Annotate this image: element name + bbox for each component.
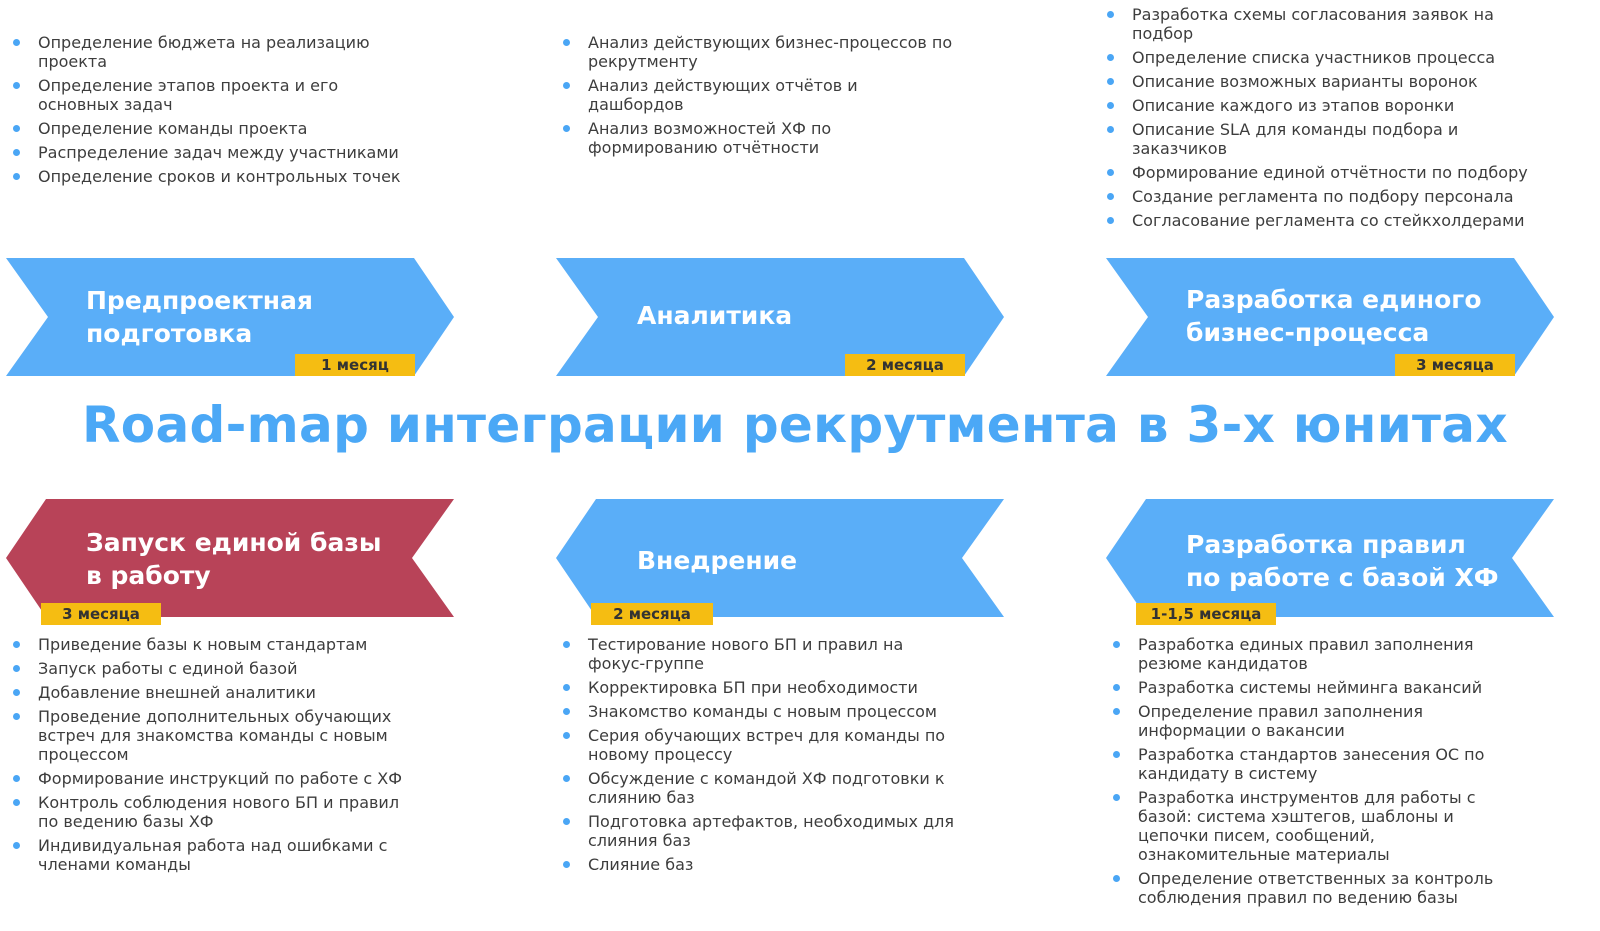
stage-3-task-list	[1102, 5, 1532, 235]
stage-2-label: Аналитика	[637, 301, 793, 330]
task-item: Определение этапов проекта и его основных задач	[8, 76, 408, 114]
stage-1-duration-badge: 1 месяц	[295, 354, 415, 376]
task-item: Описание возможных варианты воронок	[1102, 72, 1532, 91]
task-item: Обсуждение с командой ХФ подготовки к слиянию баз	[558, 769, 958, 807]
stage-2-task-list	[558, 33, 958, 162]
task-item: Серия обучающих встреч для команды по новому процессу	[558, 726, 958, 764]
task-item: Определение списка участников процесса	[1102, 48, 1532, 67]
stage-5-label: Внедрение	[637, 546, 798, 575]
task-item: Определение ответственных за контроль соблюдения правил по ведению базы	[1108, 869, 1528, 907]
task-item: Анализ действующих отчётов и дашбордов	[558, 76, 958, 114]
stage-4-arrow	[1106, 499, 1554, 623]
task-item: Описание каждого из этапов воронки	[1102, 96, 1532, 115]
task-item: Согласование регламента со стейкхолдерами	[1102, 211, 1532, 230]
stage-3-label: Разработка единого бизнес-процесса	[1186, 285, 1482, 347]
task-item: Анализ действующих бизнес-процессов по рекрутменту	[558, 33, 958, 71]
task-item: Разработка единых правил заполнения резюме кандидатов	[1108, 635, 1528, 673]
stage-3-arrow	[1106, 258, 1554, 376]
task-item: Анализ возможностей ХФ по формированию отчётности	[558, 119, 958, 157]
task-item: Распределение задач между участниками	[8, 143, 408, 162]
stage-1-label: Предпроектная подготовка	[86, 286, 313, 348]
task-item: Тестирование нового БП и правил на фокус-группе	[558, 635, 958, 673]
task-item: Разработка схемы согласования заявок на подбор	[1102, 5, 1532, 43]
stage-1-task-list	[8, 33, 408, 191]
stage-4-label: Разработка правил по работе с базой ХФ	[1186, 530, 1499, 592]
stage-5-task-list	[558, 635, 958, 879]
stage-1-arrow	[6, 258, 454, 376]
stage-6-arrow	[6, 499, 454, 623]
stage-4-duration-badge: 1-1,5 месяца	[1136, 603, 1276, 625]
task-item: Слияние баз	[558, 855, 958, 874]
task-item: Формирование инструкций по работе с ХФ	[8, 769, 408, 788]
stage-3-duration-badge: 3 месяца	[1395, 354, 1515, 376]
task-item: Подготовка артефактов, необходимых для слияния баз	[558, 812, 958, 850]
stage-6-duration-badge: 3 месяца	[41, 603, 161, 625]
task-item: Создание регламента по подбору персонала	[1102, 187, 1532, 206]
task-item: Описание SLA для команды подбора и заказчиков	[1102, 120, 1532, 158]
task-item: Корректировка БП при необходимости	[558, 678, 958, 697]
task-item: Контроль соблюдения нового БП и правил по ведению базы ХФ	[8, 793, 408, 831]
task-item: Разработка стандартов занесения ОС по кандидату в систему	[1108, 745, 1528, 783]
task-item: Определение правил заполнения информации о вакансии	[1108, 702, 1528, 740]
task-item: Индивидуальная работа над ошибками с членами команды	[8, 836, 408, 874]
task-item: Формирование единой отчётности по подбору	[1102, 163, 1532, 182]
task-item: Знакомство команды с новым процессом	[558, 702, 958, 721]
stage-6-task-list	[8, 635, 408, 879]
task-item: Проведение дополнительных обучающих встреч для знакомства команды с новым процессом	[8, 707, 408, 764]
stage-5-duration-badge: 2 месяца	[591, 603, 713, 625]
task-item: Запуск работы с единой базой	[8, 659, 408, 678]
stage-4-task-list	[1108, 635, 1528, 912]
stage-6-label: Запуск единой базы в работу	[86, 528, 382, 590]
stage-2-arrow	[556, 258, 1004, 376]
task-item: Приведение базы к новым стандартам	[8, 635, 408, 654]
task-item: Определение бюджета на реализацию проекта	[8, 33, 408, 71]
task-item: Добавление внешней аналитики	[8, 683, 408, 702]
task-item: Разработка системы нейминга вакансий	[1108, 678, 1528, 697]
task-item: Разработка инструментов для работы с базой: система хэштегов, шаблоны и цепочки писем, сообщений, ознакомительные материалы	[1108, 788, 1528, 864]
task-item: Определение команды проекта	[8, 119, 408, 138]
page-title: Road-map интеграции рекрутмента в 3-х юнитах	[82, 396, 1508, 454]
stage-5-arrow	[556, 499, 1004, 623]
stage-2-duration-badge: 2 месяца	[845, 354, 965, 376]
task-item: Определение сроков и контрольных точек	[8, 167, 408, 186]
